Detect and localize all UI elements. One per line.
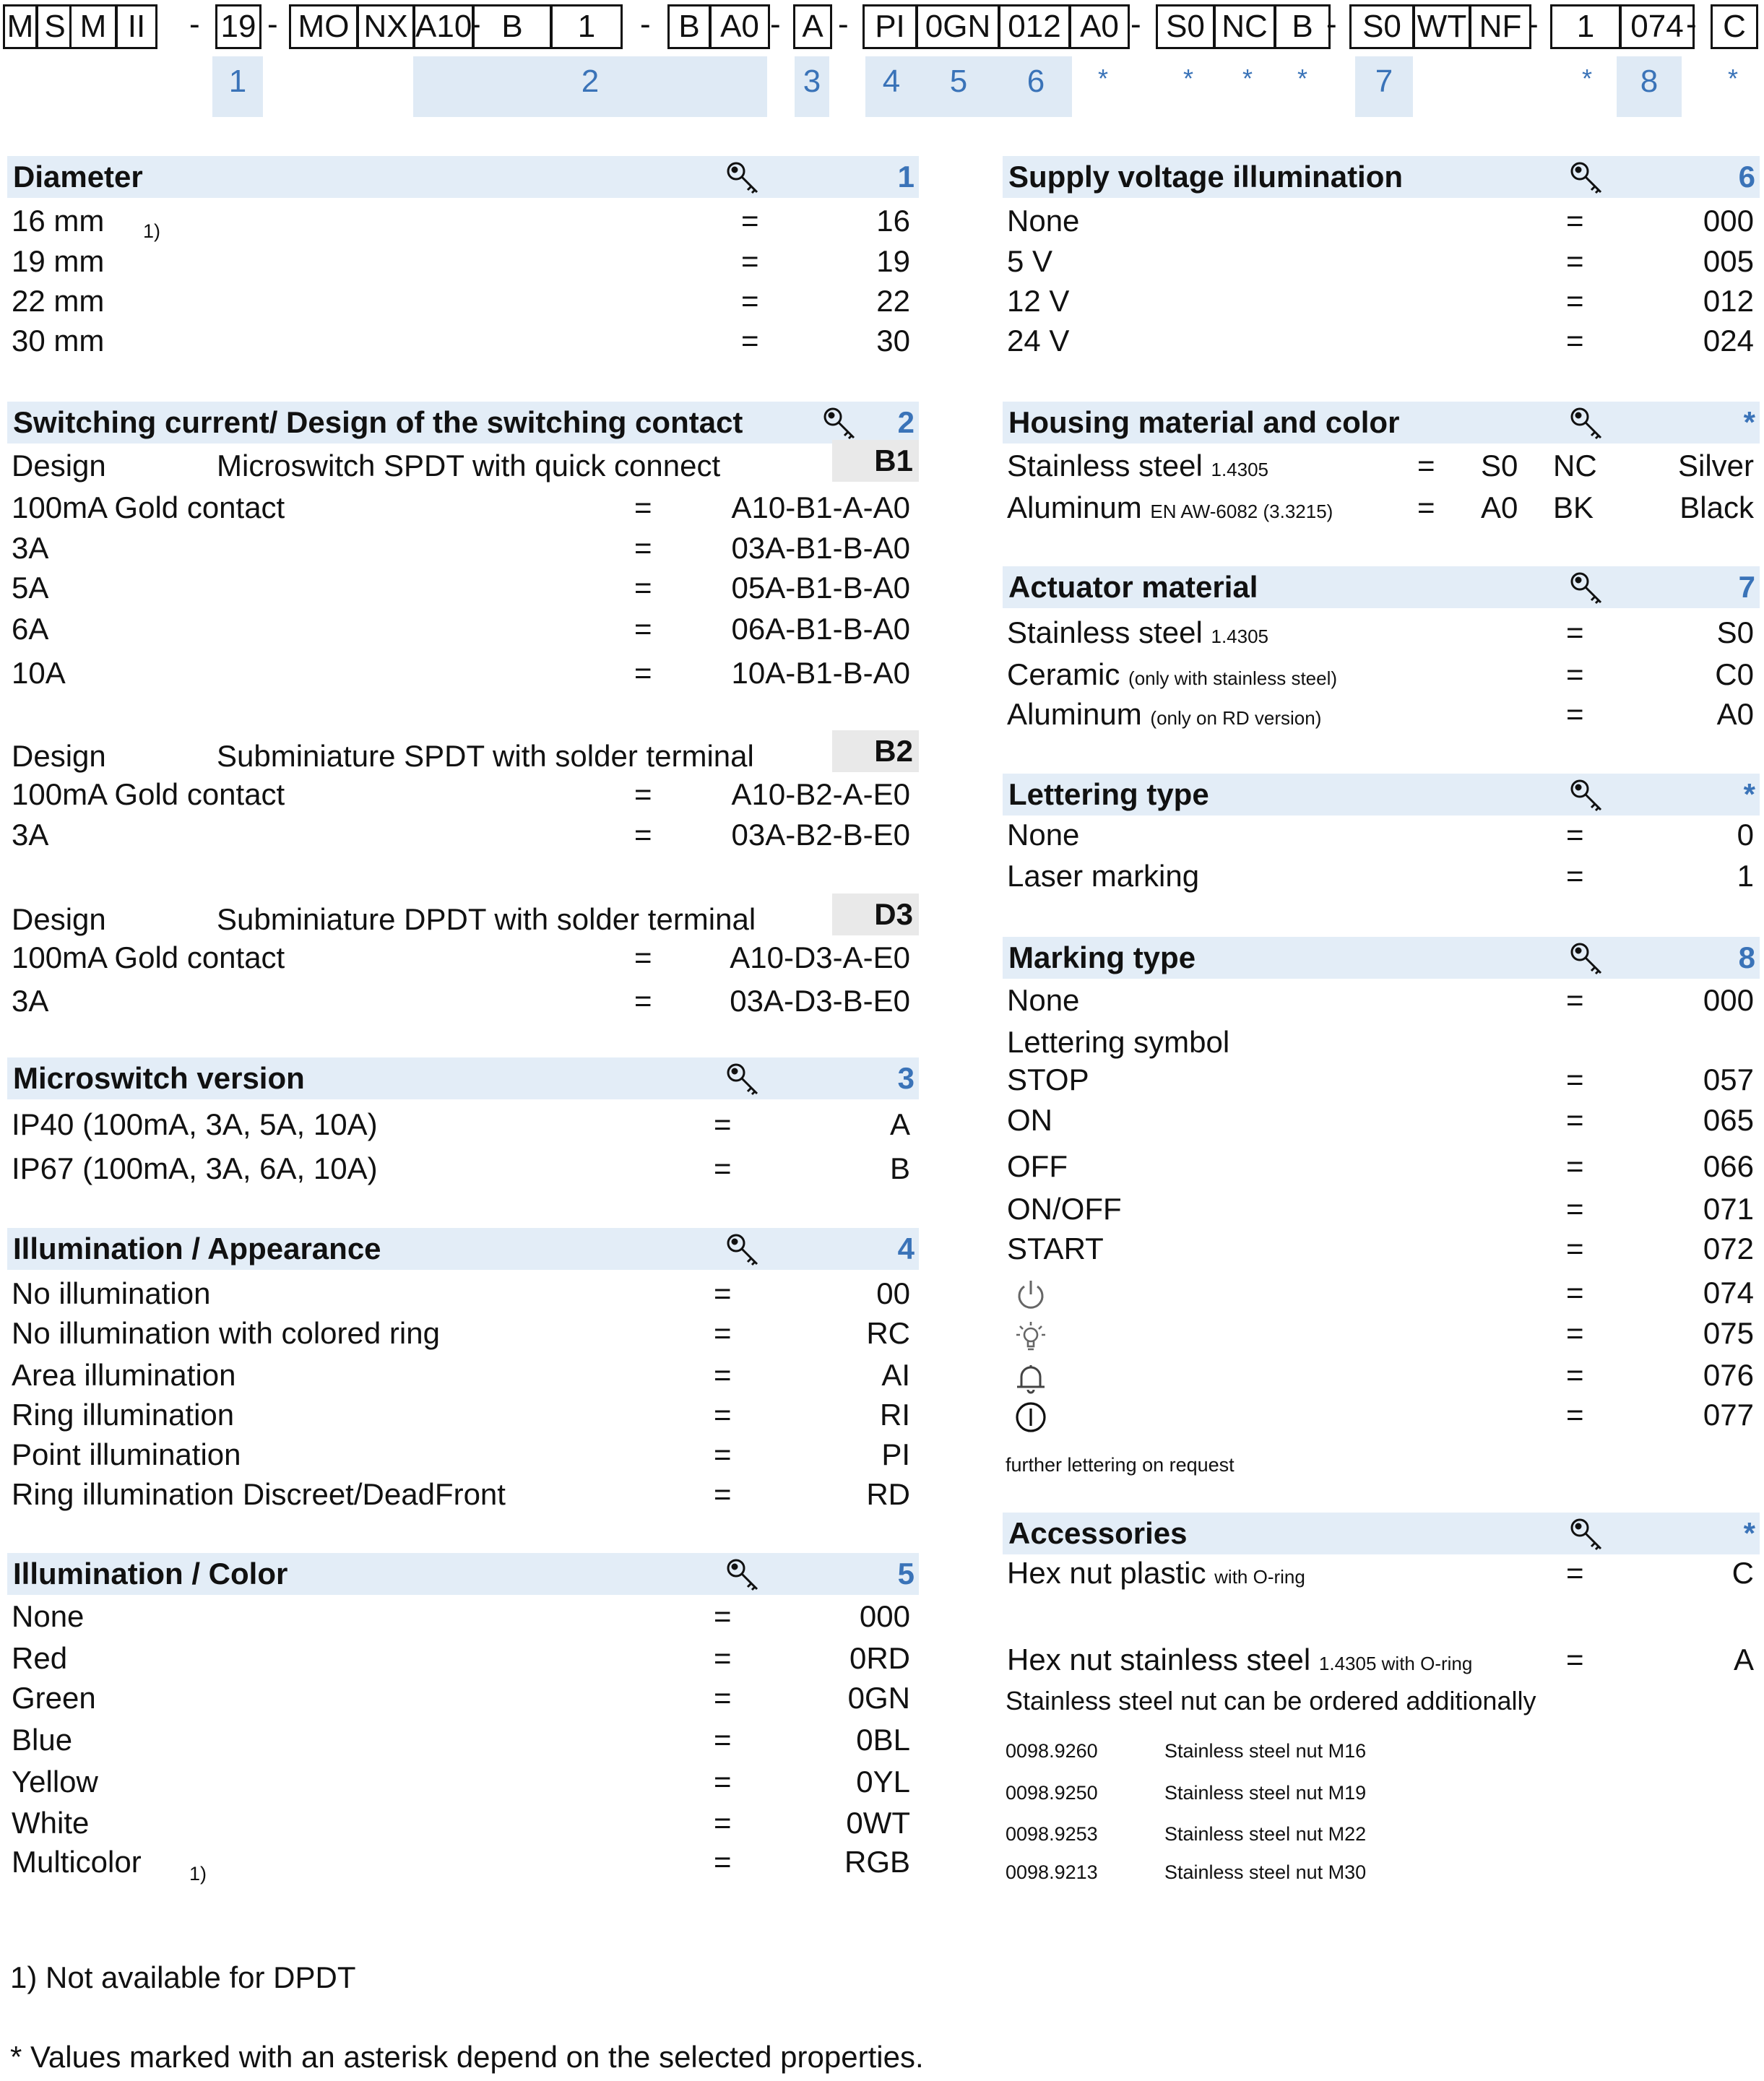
position-label: 1 [212,56,263,117]
design-description: Microswitch SPDT with quick connect [217,449,721,483]
switching-row-label: 3A [12,531,49,565]
equals-sign: = [1566,983,1584,1017]
equals-sign: = [1417,449,1435,483]
equals-sign: = [634,571,652,605]
actuator-row-label: Stainless steel [1007,615,1203,649]
lettering-row-value: 1 [1737,859,1754,893]
accessory-row-label: Hex nut plastic [1007,1556,1206,1590]
equals-sign: = [634,531,652,565]
actuator-header [1003,566,1760,608]
position-label: 6 [1000,56,1072,117]
code-dash: - [189,7,200,42]
lettering-row-label: Laser marking [1007,859,1200,893]
position-label: 4 [865,56,917,117]
actuator-row [1007,654,1337,698]
code-segment: NF [1469,4,1531,49]
equals-sign: = [714,1151,732,1185]
marking-none-label: None [1007,983,1080,1017]
equals-sign: = [1566,1192,1584,1226]
actuator-row [1007,694,1321,738]
marking-row-label: START [1007,1232,1104,1266]
equals-sign: = [714,1398,732,1432]
color-row-label: Blue [12,1723,73,1757]
housing-row-detail: 1.4305 [1211,459,1269,480]
design-code-badge: B1 [832,440,919,482]
switching-row-label: 100mA Gold contact [12,490,285,524]
order-code-strip [0,0,1764,123]
accessory-row-label: Hex nut stainless steel [1007,1643,1311,1677]
nut-part-number: 0098.9250 [1006,1782,1098,1804]
accessory-row-value: A [1733,1643,1754,1677]
code-segment: 074 [1620,4,1695,49]
equals-sign: = [634,984,652,1018]
microswitch-title: Microswitch version [13,1061,305,1095]
code-segment: A0 [709,4,770,49]
diameter-row-value: 19 [876,244,910,278]
color-row-value: 0BL [856,1723,910,1757]
color-row-label: Green [12,1681,96,1715]
color-row-value: 0YL [856,1765,910,1799]
illumination-appearance-title: Illumination / Appearance [13,1232,381,1266]
equals-sign: = [714,1107,732,1141]
equals-sign: = [714,1765,732,1799]
equals-sign: = [1566,1316,1584,1350]
supply-row-value: 000 [1703,204,1754,238]
code-segment: M [3,4,38,49]
marking-row-value: 066 [1703,1149,1754,1183]
color-row-value: 000 [859,1599,910,1633]
diameter-row-label: 30 mm [12,324,105,358]
code-segment: B [1274,4,1331,49]
marking-row-value: 057 [1703,1063,1754,1096]
code-dash: - [1528,7,1539,42]
code-segment: A [793,4,832,49]
key-icon [725,160,761,196]
code-dash: - [1686,7,1697,42]
marking-type-title: Marking type [1008,940,1196,974]
supply-voltage-header [1003,156,1760,198]
design-label: Design [12,449,106,483]
design-label: Design [12,902,106,936]
key-icon [1569,1517,1605,1553]
switching-row-code: 06A-B1-B-A0 [731,612,910,646]
equals-sign: = [1566,1556,1584,1590]
color-row-value: 0GN [847,1681,910,1715]
color-row-value: RGB [844,1845,910,1879]
diameter-title: Diameter [13,160,143,194]
supply-row-label: 24 V [1007,324,1070,358]
equals-sign: = [634,777,652,811]
accessory-row-detail: with O-ring [1214,1566,1305,1588]
color-row-label: White [12,1806,90,1840]
housing-material-code: S0 [1481,449,1518,483]
actuator-row-value: C0 [1715,657,1754,691]
further-lettering-note: further lettering on request [1006,1454,1235,1476]
position-label: 8 [1617,56,1682,117]
equals-sign: = [1566,1063,1584,1096]
housing-row-label: Aluminum [1007,490,1142,524]
code-segment: S [36,4,74,49]
switching-row-code: 03A-D3-B-E0 [730,984,910,1018]
equals-sign: = [1566,1358,1584,1392]
switching-row-label: 10A [12,656,66,690]
illumination-color-position-number: 5 [897,1557,915,1591]
color-row-label: Red [12,1641,68,1675]
code-segment: 19 [215,4,261,49]
accessories-title: Accessories [1008,1516,1188,1550]
housing-title: Housing material and color [1008,405,1400,439]
housing-row [1007,446,1268,490]
illumination-row-label: Ring illumination [12,1398,235,1432]
nut-part-number: 0098.9260 [1006,1740,1098,1762]
footnote-marker: 1) [189,1863,207,1885]
bell-icon [1013,1359,1049,1396]
color-row-label: Yellow [12,1765,98,1799]
illumination-row-value: AI [881,1358,910,1392]
accessory-row-detail: 1.4305 with O-ring [1318,1653,1473,1674]
equals-sign: = [714,1599,732,1633]
supply-row-value: 024 [1703,324,1754,358]
switching-row-code: A10-B2-A-E0 [731,777,910,811]
marking-row-label: STOP [1007,1063,1089,1096]
microswitch-row-value: A [889,1107,910,1141]
illumination-row-label: No illumination with colored ring [12,1316,440,1350]
equals-sign: = [634,818,652,852]
color-row-label: Multicolor [12,1845,142,1879]
switching-title: Switching current/ Design of the switching contact [13,405,743,439]
illumination-row-value: RD [866,1477,910,1511]
key-icon [1569,406,1605,442]
code-segment: A0 [1069,4,1130,49]
supply-row-label: None [1007,204,1080,238]
equals-sign: = [714,1437,732,1471]
housing-color-name: Silver [1677,449,1754,483]
switching-row-code: 05A-B1-B-A0 [731,571,910,605]
switching-row-label: 100mA Gold contact [12,940,285,974]
microswitch-row-label: IP40 (100mA, 3A, 5A, 10A) [12,1107,378,1141]
microswitch-row-value: B [889,1151,910,1185]
code-segment: 012 [998,4,1071,49]
supply-row-label: 12 V [1007,284,1070,318]
equals-sign: = [1566,615,1584,649]
actuator-row-label: Aluminum [1007,697,1142,731]
equals-sign: = [1566,1149,1584,1183]
marking-symbol-value: 077 [1703,1398,1754,1432]
equals-sign: = [1417,490,1435,524]
position-label: 2 [413,56,767,117]
position-asterisk: * [1728,64,1739,93]
switching-row-label: 6A [12,612,49,646]
supply-row-value: 012 [1703,284,1754,318]
microswitch-row-label: IP67 (100mA, 3A, 6A, 10A) [12,1151,378,1185]
marking-row-value: 071 [1703,1192,1754,1226]
design-code-badge: D3 [832,894,919,935]
marking-none-value: 000 [1703,983,1754,1017]
diameter-row-label: 22 mm [12,284,105,318]
illumination-appearance-position-number: 4 [897,1232,915,1266]
supply-row-value: 005 [1703,244,1754,278]
code-segment: B [667,4,711,49]
code-segment: 1 [550,4,623,49]
equals-sign: = [1566,697,1584,731]
equals-sign: = [1566,204,1584,238]
nut-part-number: 0098.9213 [1006,1861,1098,1883]
equals-sign: = [634,656,652,690]
switching-row-label: 3A [12,818,49,852]
code-dash: - [770,7,781,42]
position-asterisk: * [1582,64,1593,93]
footnote-dpdt: 1) Not available for DPDT [10,1960,356,1994]
code-segment: S0 [1156,4,1215,49]
accessories-position-number: * [1743,1516,1755,1550]
position-label: 3 [795,56,829,117]
marking-row-value: 065 [1703,1103,1754,1137]
lettering-type-title: Lettering type [1008,777,1209,811]
equals-sign: = [714,1723,732,1757]
actuator-row-detail: 1.4305 [1211,626,1269,647]
lettering-type-header [1003,774,1760,815]
illumination-color-title: Illumination / Color [13,1557,288,1591]
switching-row-label: 3A [12,984,49,1018]
switching-row-code: A10-B1-A-A0 [731,490,910,524]
housing-row-detail: EN AW-6082 (3.3215) [1150,501,1333,522]
marking-symbol-value: 074 [1703,1276,1754,1310]
position-label: 5 [917,56,1000,117]
equals-sign: = [714,1641,732,1675]
equals-sign: = [714,1316,732,1350]
housing-position-number: * [1743,405,1755,439]
accessory-row [1007,1553,1305,1597]
microswitch-header [7,1057,919,1099]
code-segment: NX [357,4,415,49]
equals-sign: = [1566,657,1584,691]
housing-row-label: Stainless steel [1007,449,1203,483]
key-icon [725,1232,761,1268]
design-description: Subminiature SPDT with solder terminal [217,739,754,773]
color-row-value: 0WT [846,1806,910,1840]
diameter-row-label: 16 mm [12,204,105,238]
code-dash: - [267,7,278,42]
footnote-asterisk: * Values marked with an asterisk depend on the selected properties. [10,2040,924,2074]
position-label: 7 [1355,56,1413,117]
switching-position-number: 2 [897,405,915,439]
switching-row-code: 03A-B2-B-E0 [731,818,910,852]
equals-sign: = [634,612,652,646]
lightbulb-icon [1013,1318,1049,1354]
position-asterisk: * [1183,64,1194,93]
equals-sign: = [1566,244,1584,278]
equals-sign: = [714,1358,732,1392]
microswitch-position-number: 3 [897,1061,915,1095]
design-code-badge: B2 [832,730,919,772]
marking-row-label: ON/OFF [1007,1192,1122,1226]
illumination-row-label: No illumination [12,1276,211,1310]
code-segment: PI [862,4,917,49]
equals-sign: = [1566,1276,1584,1310]
housing-color-code: BK [1553,490,1594,524]
equals-sign: = [1566,1232,1584,1266]
key-icon [822,406,858,442]
actuator-row-detail: (only on RD version) [1150,707,1322,729]
design-label: Design [12,739,106,773]
accessories-header [1003,1513,1760,1554]
code-segment: 0GN [916,4,1000,49]
nut-order-note: Stainless steel nut can be ordered additionally [1006,1686,1536,1716]
diameter-row-value: 16 [876,204,910,238]
illumination-row-value: 00 [876,1276,910,1310]
marking-symbol-value: 076 [1703,1358,1754,1392]
code-dash: - [640,7,651,42]
diameter-position-number: 1 [897,160,915,194]
marking-type-header [1003,937,1760,979]
supply-row-label: 5 V [1007,244,1053,278]
illumination-row-value: RI [880,1398,910,1432]
code-dash: - [1130,7,1141,42]
illumination-color-header [7,1553,919,1595]
housing-material-code: A0 [1481,490,1518,524]
equals-sign: = [714,1681,732,1715]
code-segment: S0 [1349,4,1414,49]
diameter-header [7,156,919,198]
color-row-label: None [12,1599,85,1633]
equals-sign: = [741,284,759,318]
equals-sign: = [634,940,652,974]
lettering-symbol-heading: Lettering symbol [1007,1025,1230,1059]
key-icon [1569,778,1605,814]
equals-sign: = [1566,284,1584,318]
marking-symbol-value: 075 [1703,1316,1754,1350]
switching-row-label: 100mA Gold contact [12,777,285,811]
code-segment: 1 [1550,4,1621,49]
housing-color-name: Black [1679,490,1754,524]
key-icon [725,1557,761,1593]
supply-voltage-position-number: 6 [1738,160,1755,194]
marking-row-label: OFF [1007,1149,1068,1183]
equals-sign: = [1566,859,1584,893]
code-segment: II [116,4,157,49]
equals-sign: = [1566,818,1584,852]
code-segment: MO [289,4,358,49]
illumination-row-value: RC [866,1316,910,1350]
housing-row [1007,488,1333,532]
footnote-marker: 1) [143,220,161,242]
illumination-row-label: Point illumination [12,1437,241,1471]
on-off-icon [1013,1399,1049,1435]
key-icon [725,1062,761,1098]
actuator-row-value: A0 [1716,697,1754,731]
actuator-row-detail: (only with stainless steel) [1128,667,1338,689]
code-segment: M [69,4,117,49]
switching-row-label: 5A [12,571,49,605]
equals-sign: = [714,1477,732,1511]
actuator-row-label: Ceramic [1007,657,1120,691]
lettering-type-position-number: * [1743,777,1755,811]
equals-sign: = [741,204,759,238]
marking-row-label: ON [1007,1103,1052,1137]
code-segment: C [1711,4,1758,49]
equals-sign: = [1566,1398,1584,1432]
marking-row-value: 072 [1703,1232,1754,1266]
switching-row-code: 03A-B1-B-A0 [731,531,910,565]
code-segment: NC [1214,4,1276,49]
equals-sign: = [634,490,652,524]
key-icon [1569,571,1605,607]
nut-description: Stainless steel nut M16 [1164,1740,1367,1762]
switching-row-code: A10-D3-A-E0 [730,940,910,974]
illumination-appearance-header [7,1228,919,1270]
actuator-position-number: 7 [1738,570,1755,604]
code-dash: - [1326,7,1337,42]
lettering-row-label: None [1007,818,1080,852]
nut-description: Stainless steel nut M19 [1164,1782,1367,1804]
equals-sign: = [714,1276,732,1310]
power-icon [1013,1277,1049,1313]
illumination-row-value: PI [881,1437,910,1471]
code-segment: A10 [413,4,474,49]
position-asterisk: * [1242,64,1253,93]
nut-part-number: 0098.9253 [1006,1823,1098,1845]
design-description: Subminiature DPDT with solder terminal [217,902,756,936]
diameter-row-label: 19 mm [12,244,105,278]
equals-sign: = [1566,1103,1584,1137]
equals-sign: = [714,1806,732,1840]
position-asterisk: * [1297,64,1308,93]
color-row-value: 0RD [849,1641,910,1675]
equals-sign: = [1566,1643,1584,1677]
equals-sign: = [714,1845,732,1879]
code-dash: - [470,7,481,42]
switching-row-code: 10A-B1-B-A0 [731,656,910,690]
housing-header [1003,402,1760,444]
diameter-row-value: 22 [876,284,910,318]
nut-description: Stainless steel nut M30 [1164,1861,1367,1883]
actuator-row [1007,613,1268,657]
marking-type-position-number: 8 [1738,940,1755,974]
code-segment: WT [1413,4,1471,49]
actuator-row-value: S0 [1716,615,1754,649]
equals-sign: = [741,324,759,358]
key-icon [1569,160,1605,196]
supply-voltage-title: Supply voltage illumination [1008,160,1404,194]
actuator-title: Actuator material [1008,570,1258,604]
switching-header [7,402,919,444]
diameter-row-value: 30 [876,324,910,358]
accessory-row-value: C [1731,1556,1754,1590]
lettering-row-value: 0 [1737,818,1754,852]
nut-description: Stainless steel nut M22 [1164,1823,1367,1845]
code-segment: B [472,4,552,49]
accessory-row [1007,1640,1472,1684]
housing-color-code: NC [1553,449,1597,483]
equals-sign: = [1566,324,1584,358]
equals-sign: = [741,244,759,278]
illumination-row-label: Ring illumination Discreet/DeadFront [12,1477,506,1511]
key-icon [1569,941,1605,977]
illumination-row-label: Area illumination [12,1358,236,1392]
code-dash: - [838,7,849,42]
position-asterisk: * [1098,64,1109,93]
